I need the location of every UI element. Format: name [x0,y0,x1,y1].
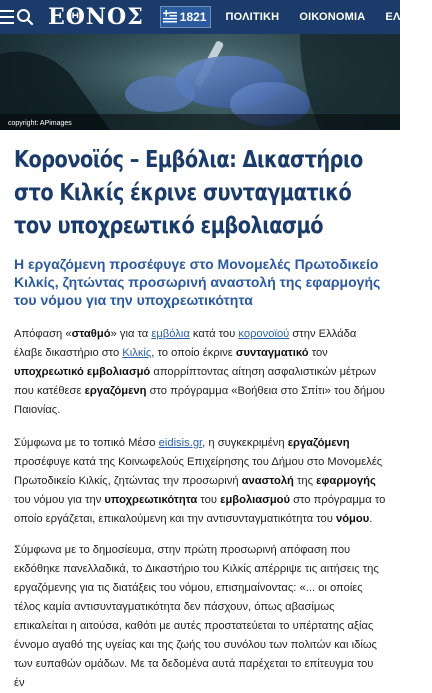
bold-text: συνταγματικό [235,347,309,359]
paragraph-2 [14,434,386,529]
article-body [14,325,386,693]
anniversary-badge[interactable] [160,6,212,28]
nav-item-ellada[interactable]: ΕΛΛΑΔΑ [385,11,432,23]
bold-text: εργαζόμενη [287,437,350,449]
text: τον [308,347,328,359]
text: της [293,475,317,487]
text: , το οποίο έκρινε [151,347,236,359]
bold-text: εμβολιασμού [220,494,291,506]
text: του [197,494,221,506]
main-nav [225,11,432,23]
text: απορρίπτοντας αίτηση ασφαλιστικών μέτρων που κατέθεσε [14,366,377,397]
paragraph-1 [14,325,386,420]
text: . [369,513,373,525]
bold-text: εργαζόμενη [84,385,147,397]
article [0,130,400,693]
menu-icon-line [0,16,14,18]
hero-image [0,34,400,130]
bold-text: νόμου [335,513,370,525]
text: » για τα [110,328,152,340]
photo-credit: copyright: APimages [8,120,72,127]
text: του νόμου για την [14,494,105,506]
text: Σύμφωνα με το τοπικό Μέσο [14,437,159,449]
nav-item-oikonomia[interactable]: ΟΙΚΟΝΟΜΙΑ [299,11,366,23]
top-navigation-bar [0,0,432,34]
search-button[interactable] [16,4,34,30]
text: προσέφυγε κατά της Κοινωφελούς Επιχείρησης του Δήμου στο Μονομελές Πρωτοδικείο Κιλκίς, ζητώντας την προσωρινή [14,456,383,487]
menu-icon-line [0,10,14,12]
nav-item-politiki[interactable]: ΠΟΛΙΤΙΚΗ [225,11,280,23]
bold-text: υποχρεωτικότητα [104,494,198,506]
text: κατά του [189,328,239,340]
site-logo[interactable]: ΕΘΝΟΣ [48,4,144,30]
article-title: Κορονοϊός – Εμβόλια: Δικαστήριο στο Κιλκίς έκρινε συνταγματικό τον υποχρεωτικό εμβολιασμό [14,147,363,239]
greek-flag-icon [163,10,177,24]
link-kilkis[interactable]: Κιλκίς [122,347,152,359]
text: , η συγκεκριμένη [202,437,288,449]
search-icon [16,8,34,26]
menu-icon-line [0,22,14,24]
text: Απόφαση « [14,328,72,340]
text: στο πρόγραμμα «Βοήθεια στο Σπίτι» του δήμου Παιονίας. [14,385,385,416]
bold-text: σταθμό [71,328,111,340]
article-subtitle: Η εργαζόμενη προσέφυγε στο Μονομελές Πρωτοδικείο Κιλκίς, ζητώντας προσωρινή αναστολή της εφαρμογής του νόμου για την υποχρεωτικότητα [14,256,381,308]
text: στην Ελλάδα έλαβε δικαστήριο στο [14,328,357,359]
link-koronoios[interactable]: κορονοϊού [238,328,290,340]
badge-year: 1821 [179,10,207,24]
link-emvolia[interactable]: εμβόλια [151,328,190,340]
menu-button[interactable] [0,0,14,34]
text: στο πρόγραμμα το οποίο εργάζεται, επικαλούμενη και την αντισυνταγματικότητα του [14,494,386,525]
link-eidisis[interactable]: eidisis.gr [158,437,203,449]
paragraph-3: Σύμφωνα με το δημοσίευμα, στην πρώτη προσωρινή απόφαση που εκδόθηκε πανελλαδικά, το Δικαστήριο του Κιλκίς απέρριψε τις αιτήσεις της εργαζόμενης για τις διατάξεις του νόμου, επισημαίνοντας: «... οι οποίες τέλος καμία αντισυνταγματικότητα δεν πάσχουν, όπως αβασίμως επικαλείται η αιτούσα, καθότι με αυτές προστατεύεται το υπέρτατης αξίας έννομο αγαθό της υγείας και της ζωής του συνόλου των πολιτών και ιδίως των ευπαθών ομάδων. Με τα δεδομένα αυτά παρέχεται το επίτευγμα του έν [14,544,379,689]
bold-text: εφαρμογής [316,475,376,487]
bold-text: υποχρεωτικό εμβολιασμό [14,366,151,378]
bold-text: αναστολή [241,475,294,487]
